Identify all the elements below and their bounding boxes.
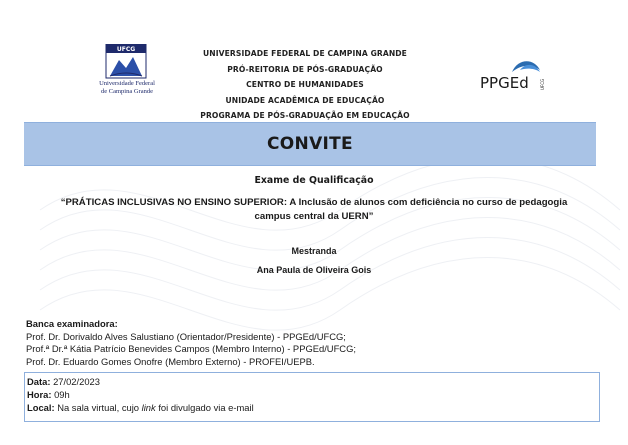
invitation-banner [24,122,596,166]
place-line [27,401,599,414]
board-member: Prof.ª Dr.ª Kátia Patrício Benevides Campos (Membro Interno) - PPGEd/UFCG; [26,343,356,355]
ufcg-caption-line: de Campina Grande [101,87,153,95]
event-details-box [24,372,600,422]
banner-title: CONVITE [267,134,353,154]
time-value: 09h [54,389,70,400]
board-member: Prof. Dr. Eduardo Gomes Onofre (Membro Externo) - PROFEI/UEPB. [26,355,315,367]
date-value: 27/02/2023 [53,376,100,387]
place-link-word: link [141,402,156,413]
institution-line: PRÓ-REITORIA DE PÓS-GRADUAÇÃO [227,64,383,74]
ppged-logo-icon [478,52,550,96]
ufcg-logo-text: UFCG [116,46,136,53]
institution-lines [190,46,420,124]
institution-line: PROGRAMA DE PÓS-GRADUAÇÃO EM EDUCAÇÃO [200,111,410,121]
ppged-logo-small-text: UFCG [540,78,545,90]
date-line [27,375,599,388]
student-name: Ana Paula de Oliveira Gois [256,265,372,275]
document-header [0,44,628,120]
exam-type: Exame de Qualificação [254,175,374,186]
place-text: Na sala virtual, cujo [57,402,140,413]
ppged-logo-text: PPGEd [480,74,529,92]
date-label: Data: [27,376,51,387]
time-label: Hora: [27,389,52,400]
time-line [27,388,599,401]
institution-line: UNIDADE ACADÊMICA DE EDUCAÇÃO [225,95,385,105]
place-text-end: foi divulgado via e-mail [158,402,254,413]
student-role: Mestranda [291,246,337,256]
thesis-title-line: campus central da UERN” [254,210,374,222]
institution-line: UNIVERSIDADE FEDERAL DE CAMPINA GRANDE [203,49,407,58]
examining-board [26,318,586,368]
ufcg-caption-line: Universidade Federal [99,80,155,87]
board-heading: Banca examinadora: [26,318,118,329]
place-label: Local: [27,402,55,413]
thesis-title-line: “PRÁTICAS INCLUSIVAS NO ENSINO SUPERIOR: A Inclusão de alunos com deficiência no curso de pedagogia [60,197,568,208]
thesis-title [30,196,598,223]
institution-line: CENTRO DE HUMANIDADES [246,80,364,90]
board-member: Prof. Dr. Dorivaldo Alves Salustiano (Orientador/Presidente) - PPGEd/UFCG; [26,330,346,342]
ufcg-caption [92,80,162,95]
